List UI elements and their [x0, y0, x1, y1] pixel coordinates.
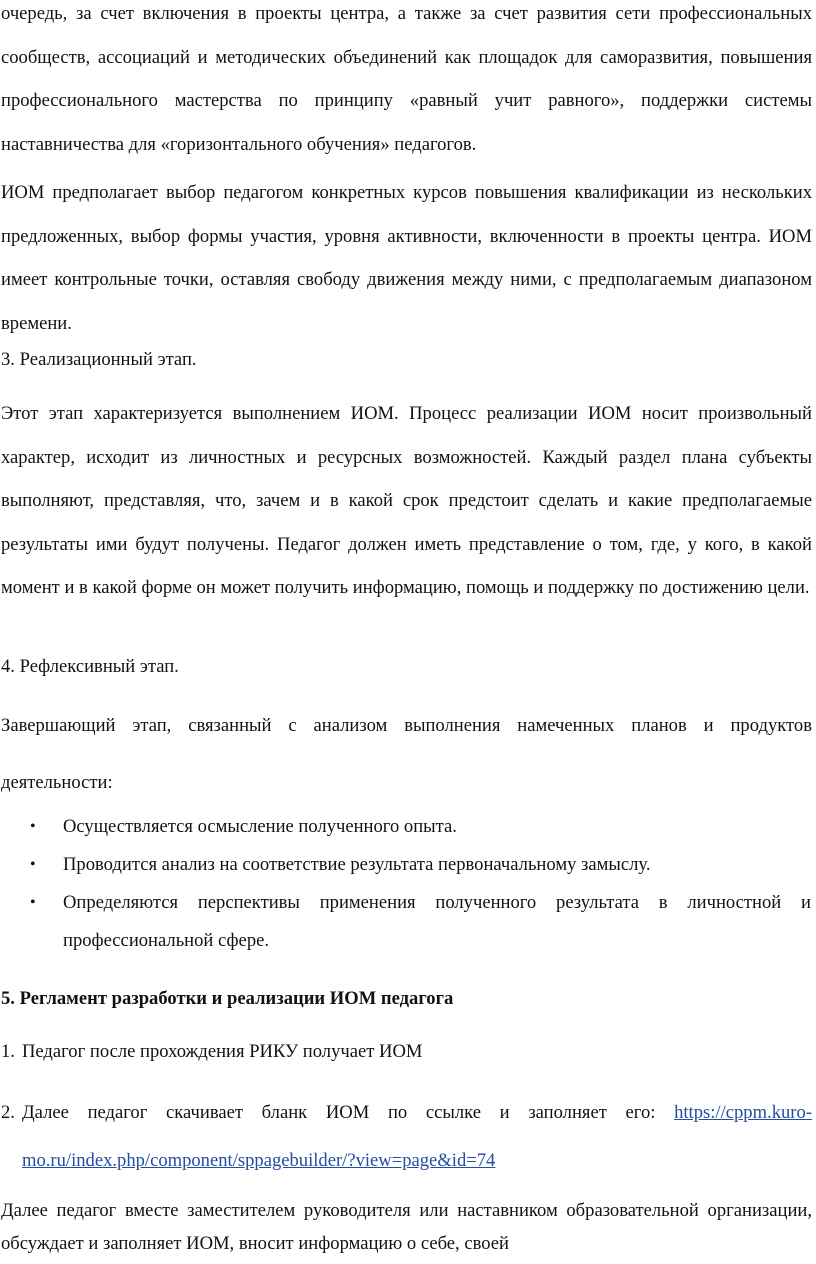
- numbered-item-1: [1, 1037, 812, 1067]
- bullet-icon: •: [30, 894, 36, 911]
- bullet-icon: •: [30, 818, 36, 835]
- bullet-text: Осуществляется осмысление полученного опыта.: [63, 816, 457, 837]
- item-number: 2.: [1, 1102, 15, 1123]
- item-text: Педагог после прохождения РИКУ получает ИОМ: [22, 1041, 423, 1062]
- bullet-text: Проводится анализ на соответствие результата первоначальному замыслу.: [63, 854, 651, 875]
- iom-blank-link[interactable]: https://cppm.kuro-mo.ru/index.php/component/sppagebuilder/?view=page&id=74: [22, 1102, 812, 1171]
- list-item: [0, 884, 811, 960]
- item-text: Далее педагог скачивает бланк ИОМ по ссылке и заполняет его:: [22, 1102, 675, 1123]
- paragraph-iom-choice: ИОМ предполагает выбор педагогом конкретных курсов повышения квалификации из нескольких предложенных, выбор формы участия, уровня активности, включенности в проекты центра. ИОМ имеет контрольные точки, оставляя свободу движения между ними, с предполагаемым диапазоном времени.: [1, 182, 812, 334]
- closing-paragraph: Далее педагог вместе заместителем руководителя или наставником образовательной организации, обсуждает и заполняет ИОМ, вносит информацию о себе, своей: [1, 1200, 812, 1254]
- paragraph-continuation: очередь, за счет включения в проекты центра, а также за счет развития сети профессиональных сообществ, ассоциаций и методических объединений как площадок для саморазвития, повышения профессионального мастерства по принципу «равный учит равного», поддержки системы наставничества для «горизонтального обучения» педагогов.: [1, 3, 812, 155]
- bullet-list: [0, 808, 816, 960]
- list-item: [0, 808, 811, 846]
- paragraph-stage-3: Этот этап характеризуется выполнением ИОМ. Процесс реализации ИОМ носит произвольный характер, исходит из личностных и ресурсных возможностей. Каждый раздел плана субъекты выполняют, представляя, что, зачем и в какой срок предстоит сделать и какие предполагаемые результаты ими будут получены. Педагог должен иметь представление о том, где, у кого, в какой момент и в какой форме он может получить информацию, помощь и поддержку по достижению цели.: [1, 403, 812, 598]
- stage-3-title: 3. Реализационный этап.: [1, 349, 197, 370]
- section-5-heading: 5. Регламент разработки и реализации ИОМ педагога: [1, 988, 454, 1009]
- list-item: [0, 846, 811, 884]
- numbered-item-2: [1, 1089, 812, 1185]
- item-number: 1.: [1, 1041, 15, 1062]
- bullet-icon: •: [30, 856, 36, 873]
- stage-4-title: 4. Рефлексивный этап.: [1, 656, 179, 677]
- paragraph-stage-4: Завершающий этап, связанный с анализом выполнения намеченных планов и продуктов деятельности:: [1, 715, 812, 793]
- bullet-text: Определяются перспективы применения полученного результата в личностной и профессиональной сфере.: [63, 892, 811, 951]
